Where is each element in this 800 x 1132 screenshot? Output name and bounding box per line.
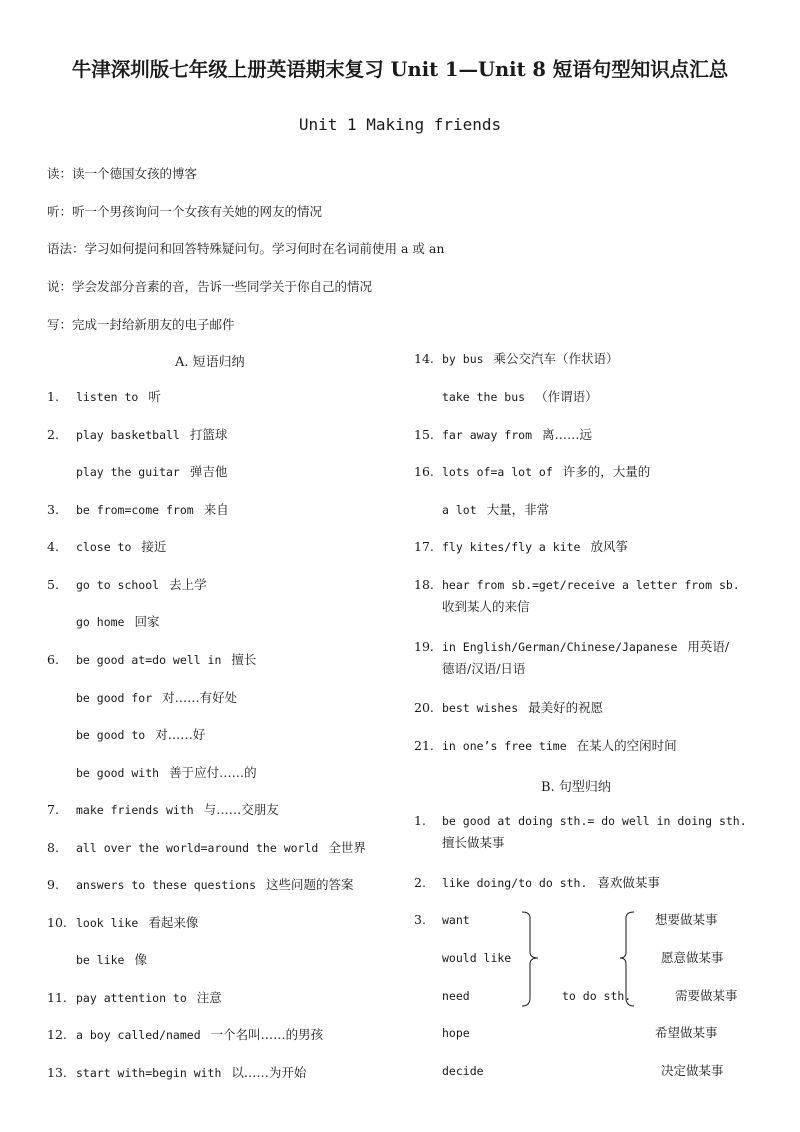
phrase-english: fly kites/fly a kite xyxy=(442,540,581,554)
phrase-chinese: 看起来像 xyxy=(148,915,199,930)
phrase-english: be good at=do well in xyxy=(76,653,222,667)
left-brace xyxy=(510,910,550,1010)
item-number: 8. xyxy=(47,840,59,855)
verb-meaning: 想要做某事 xyxy=(655,912,718,927)
phrase-chinese-continued: 擅长做某事 xyxy=(442,835,505,850)
phrase-chinese: 全世界 xyxy=(328,840,366,855)
item-number: 11. xyxy=(47,990,67,1005)
verb-meaning: 需要做某事 xyxy=(675,988,738,1003)
item-number: 20. xyxy=(414,700,434,715)
intro-writing: 写：完成一封给新朋友的电子邮件 xyxy=(47,317,235,332)
phrase-chinese: 注意 xyxy=(196,990,222,1005)
phrase-english: go to school xyxy=(76,578,160,592)
item-number: 2. xyxy=(414,875,426,890)
phrase-english: pay attention to xyxy=(76,991,187,1005)
item-number: 16. xyxy=(414,464,434,479)
phrase-english: hear from sb.=get/receive a letter from sb. xyxy=(442,578,740,592)
item-number: 3. xyxy=(47,502,59,517)
phrase-english: look like xyxy=(76,916,139,930)
phrase-chinese: 像 xyxy=(134,952,147,967)
phrase-english: all over the world=around the world xyxy=(76,841,319,855)
phrase-chinese: 弹吉他 xyxy=(189,464,228,479)
phrase-chinese: 这些问题的答案 xyxy=(266,877,354,892)
verb-group-number: 3. xyxy=(414,912,426,927)
phrase-english: be good with xyxy=(76,766,160,780)
phrase-english: close to xyxy=(76,540,132,554)
phrase-english: take the bus xyxy=(442,390,526,404)
phrase-english: be good at doing sth.= do well in doing sth. xyxy=(442,814,747,828)
phrase-english: go home xyxy=(76,615,125,629)
phrase-english: by bus xyxy=(442,352,484,366)
right-brace xyxy=(612,910,642,1010)
phrase-english: a lot xyxy=(442,503,477,517)
unit-title: Unit 1 Making friends xyxy=(298,115,502,134)
phrase-chinese: 以……为开始 xyxy=(231,1065,307,1080)
item-number: 2. xyxy=(47,427,59,442)
phrase-chinese-continued: 德语/汉语/日语 xyxy=(442,661,526,676)
verb-item: need xyxy=(442,989,470,1003)
item-number: 1. xyxy=(47,389,59,404)
phrase-english: in English/German/Chinese/Japanese xyxy=(442,640,678,654)
item-number: 12. xyxy=(47,1027,67,1042)
section-a-heading: A. 短语归纳 xyxy=(175,355,245,370)
item-number: 4. xyxy=(47,539,59,554)
verb-item: would like xyxy=(442,951,512,965)
item-number: 10. xyxy=(47,915,67,930)
item-number: 17. xyxy=(414,539,434,554)
phrase-english: best wishes xyxy=(442,701,519,715)
phrase-english: far away from xyxy=(442,428,533,442)
verb-meaning: 愿意做某事 xyxy=(661,950,724,965)
section-b-heading: B. 句型归纳 xyxy=(541,780,611,795)
verb-item: decide xyxy=(442,1064,484,1078)
intro-listening: 听：听一个男孩询问一个女孩有关她的网友的情况 xyxy=(47,204,323,219)
phrase-chinese: 善于应付……的 xyxy=(169,765,257,780)
phrase-english: answers to these questions xyxy=(76,878,257,892)
phrase-chinese: 来自 xyxy=(203,502,229,517)
phrase-chinese: 对……有好处 xyxy=(162,690,238,705)
item-number: 15. xyxy=(414,427,434,442)
phrase-english: be good to xyxy=(76,728,146,742)
phrase-chinese: 喜欢做某事 xyxy=(597,875,660,890)
item-number: 6. xyxy=(47,652,59,667)
phrase-chinese: 一个名叫……的男孩 xyxy=(210,1027,324,1042)
phrase-chinese: 擅长 xyxy=(231,652,257,667)
phrase-english: be good for xyxy=(76,691,153,705)
item-number: 5. xyxy=(47,577,59,592)
phrase-chinese: 听 xyxy=(148,389,161,404)
phrase-english: make friends with xyxy=(76,803,194,817)
phrase-chinese: 对……好 xyxy=(155,727,206,742)
phrase-english: start with=begin with xyxy=(76,1066,222,1080)
verb-item: hope xyxy=(442,1026,470,1040)
phrase-chinese: 打篮球 xyxy=(189,427,228,442)
phrase-english: listen to xyxy=(76,390,139,404)
verb-meaning: 希望做某事 xyxy=(655,1025,718,1040)
phrase-chinese: 离……远 xyxy=(542,427,593,442)
intro-speaking: 说：学会发部分音素的音，告诉一些同学关于你自己的情况 xyxy=(47,279,373,294)
item-number: 7. xyxy=(47,802,59,817)
phrase-english: a boy called/named xyxy=(76,1028,201,1042)
phrase-english: be from=come from xyxy=(76,503,194,517)
phrase-chinese: 与……交朋友 xyxy=(203,802,279,817)
phrase-chinese: （作谓语） xyxy=(535,389,598,404)
phrase-chinese: 在某人的空闲时间 xyxy=(576,738,677,753)
item-number: 19. xyxy=(414,639,434,654)
phrase-chinese: 乘公交汽车（作状语） xyxy=(493,351,619,366)
item-number: 21. xyxy=(414,738,434,753)
item-number: 1. xyxy=(414,813,426,828)
phrase-chinese: 去上学 xyxy=(169,577,207,592)
phrase-english: lots of=a lot of xyxy=(442,465,553,479)
item-number: 18. xyxy=(414,577,434,592)
phrase-english: play basketball xyxy=(76,428,180,442)
phrase-chinese: 最美好的祝愿 xyxy=(528,700,604,715)
phrase-english: be like xyxy=(76,953,125,967)
item-number: 9. xyxy=(47,877,59,892)
item-number: 14. xyxy=(414,351,434,366)
phrase-chinese: 大量，非常 xyxy=(486,502,550,517)
verb-meaning: 决定做某事 xyxy=(661,1063,724,1078)
to-do-sth: to do sth. xyxy=(562,989,632,1003)
phrase-chinese: 放风筝 xyxy=(590,539,628,554)
phrase-chinese: 接近 xyxy=(141,539,167,554)
verb-item: want xyxy=(442,913,470,927)
phrase-chinese: 用英语/ xyxy=(687,639,730,654)
phrase-chinese-continued: 收到某人的来信 xyxy=(442,599,530,614)
item-number: 13. xyxy=(47,1065,67,1080)
phrase-english: play the guitar xyxy=(76,465,180,479)
phrase-chinese: 回家 xyxy=(134,614,160,629)
intro-grammar: 语法：学习如何提问和回答特殊疑问句。学习何时在名词前使用 a 或 an xyxy=(47,241,445,256)
document-title: 牛津深圳版七年级上册英语期末复习 Unit 1—Unit 8 短语句型知识点汇总 xyxy=(71,58,729,81)
intro-reading: 读：读一个德国女孩的博客 xyxy=(47,166,198,181)
phrase-english: in one’s free time xyxy=(442,739,567,753)
phrase-english: like doing/to do sth. xyxy=(442,876,588,890)
phrase-chinese: 许多的，大量的 xyxy=(562,464,651,479)
